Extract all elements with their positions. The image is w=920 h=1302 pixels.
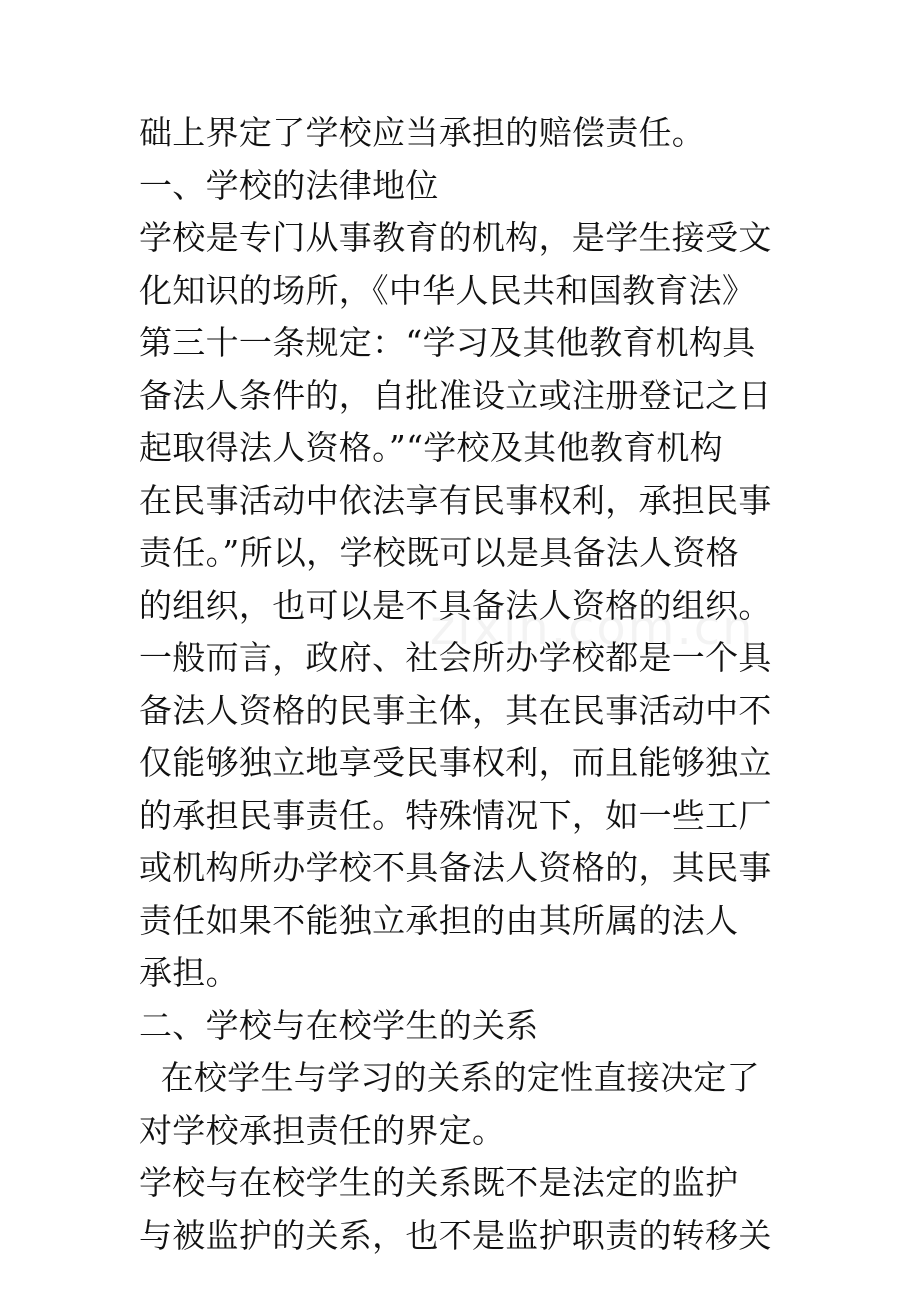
section-heading-2: 二、学校与在校学生的关系 (139, 1005, 539, 1045)
text-line: 起取得法人资格。”“学校及其他教育机构 (139, 428, 723, 467)
text-line: 一般而言，政府、社会所办学校都是一个具 (139, 638, 772, 677)
text-line: 的承担民事责任。特殊情况下，如一些工厂 (139, 795, 772, 835)
text-line: 与被监护的关系，也不是监护职责的转移关 (139, 1215, 772, 1255)
body-text (139, 107, 819, 1262)
text-line: 承担。 (139, 953, 239, 992)
text-line: 对学校承担责任的界定。 (139, 1110, 506, 1150)
text-line: 或机构所办学校不具备法人资格的，其民事 (139, 848, 772, 887)
text-line: 第三十一条规定：“学习及其他教育机构具 (139, 323, 756, 362)
text-line: 在校学生与学习的关系的定性直接决定了 (139, 1058, 760, 1097)
text-line: 仅能够独立地享受民事权利，而且能够独立 (139, 743, 772, 782)
text-line: 责任。”所以，学校既可以是具备法人资格 (139, 533, 740, 572)
text-line: 学校是专门从事教育的机构，是学生接受文 (139, 218, 772, 257)
text-line: 础上界定了学校应当承担的赔偿责任。 (139, 113, 706, 152)
text-line: 学校与在校学生的关系既不是法定的监护 (139, 1163, 739, 1202)
text-line: 在民事活动中依法享有民事权利，承担民事 (139, 480, 772, 520)
text-line: 责任如果不能独立承担的由其所属的法人 (139, 900, 739, 940)
text-line: 备法人资格的民事主体，其在民事活动中不 (139, 690, 772, 730)
text-line: 化知识的场所，《中华人民共和国教育法》 (139, 270, 756, 310)
section-heading-1: 一、学校的法律地位 (139, 165, 439, 205)
text-line: 备法人条件的，自批准设立或注册登记之日 (139, 375, 772, 415)
text-line: 的组织，也可以是不具备法人资格的组织。 (139, 585, 772, 625)
